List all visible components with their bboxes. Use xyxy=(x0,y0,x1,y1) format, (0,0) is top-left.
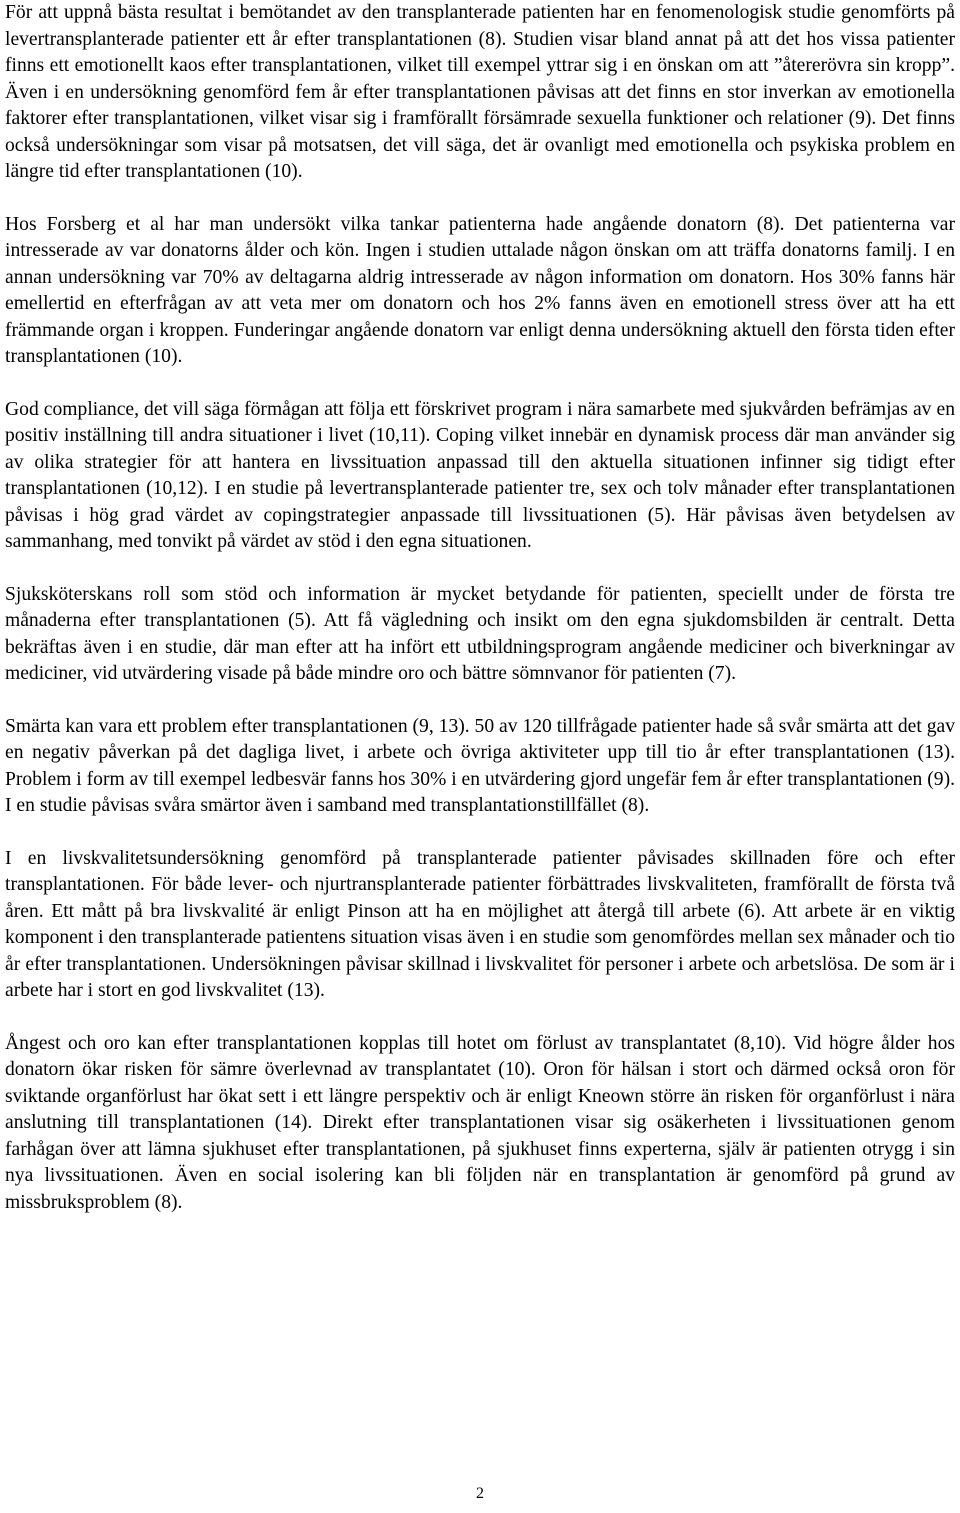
paragraph-nurse-role: Sjuksköterskans roll som stöd och information är mycket betydande för patienten, speciellt under de första tre månaderna efter transplantationen (5). Att få vägledning och insikt om den egna sjukdomsbilden är centralt. Detta bekräftas även i en studie, där man efter att ha infört ett utbildningsprogram angående mediciner och biverkningar av mediciner, vid utvärdering visade på både mindre oro och bättre sömnvanor för patienten (7). xyxy=(5,583,955,684)
paragraph-pain: Smärta kan vara ett problem efter transplantationen (9, 13). 50 av 120 tillfrågade patienter hade så svår smärta att det gav en negativ påverkan på det dagliga livet, i arbete och övriga aktiviteter upp till tio år efter transplantationen (13). Problem i form av till exempel ledbesvär fanns hos 30% i en utvärdering gjord ungefär fem år efter transplantationen (9). I en studie påvisas svåra smärtor även i samband med transplantationstillfället (8). xyxy=(5,715,955,816)
paragraph-donor-thoughts: Hos Forsberg et al har man undersökt vilka tankar patienterna hade angående donatorn (8). Det patienterna var intresserade av var donatorns ålder och kön. Ingen i studien uttalade någon önskan om att träffa donatorns familj. I en annan undersökning var 70% av deltagarna aldrig intresserade av någon information om donatorn. Hos 30% fanns här emellertid en efterfrågan av att veta mer om donatorn och hos 2% fanns även en emotionell stress över att ha ett främmande organ i kroppen. Funderingar angående donatorn var enligt denna undersökning aktuell den första tiden efter transplantationen (10). xyxy=(5,213,955,367)
paragraph-compliance-coping: God compliance, det vill säga förmågan att följa ett förskrivet program i nära samarbete med sjukvården befrämjas av en positiv inställning till andra situationer i livet (10,11). Coping vilket innebär en dynamisk process där man använder sig av olika strategier för att hantera en livssituation anpassad till den aktuella situationen infinner sig tidigt efter transplantationen (10,12). I en studie på levertransplanterade patienter tre, sex och tolv månader efter transplantationen påvisas i hög grad värdet av copingstrategier anpassade till livssituationen (5). Här påvisas även betydelsen av sammanhang, med tonvikt på värdet av stöd i den egna situationen. xyxy=(5,398,955,552)
paragraph-anxiety: Ångest och oro kan efter transplantationen kopplas till hotet om förlust av transplantatet (8,10). Vid högre ålder hos donatorn ökar risken för sämre överlevnad av transplantatet (10). Oron för hälsan i stort och därmed också oron för sviktande organförlust har ökat sett i ett längre perspektiv och är enligt Kneown större än risken för organförlust i nära anslutning till transplantationen (14). Direkt efter transplantationen visar sig osäkerheten i livssituationen genom farhågan över att lämna sjukhuset efter transplantationen, på sjukhuset finns experterna, själv är patienten otrygg i sin nya livssituationen. Även en social isolering kan bli följden när en transplantation är genomförd på grund av missbruksproblem (8). xyxy=(5,1032,955,1213)
paragraph-emotional-chaos: För att uppnå bästa resultat i bemötandet av den transplanterade patienten har en fenomenologisk studie genomförts på levertransplanterade patienter ett år efter transplantationen (8). Studien visar bland annat på att det hos vissa patienter finns ett emotionellt kaos efter transplantationen, vilket till exempel yttrar sig i en önskan om att ”återerövra sin kropp”. Även i en undersökning genomförd fem år efter transplantationen påvisas att det finns en stor inverkan av emotionella faktorer efter transplantationen, vilket visar sig i framförallt försämrade sexuella funktioner och relationer (9). Det finns också undersökningar som visar på motsatsen, det vill säga, det är ovanligt med emotionella och psykiska problem en längre tid efter transplantationen (10). xyxy=(5,2,955,182)
document-page xyxy=(5,0,955,1216)
paragraph-quality-of-life: I en livskvalitetsundersökning genomförd på transplanterade patienter påvisades skillnaden före och efter transplantationen. För både lever- och njurtransplanterade patienter förbättrades livskvaliteten, framförallt de första två åren. Ett mått på bra livskvalité är enligt Pinson att ha en möjlighet att återgå till arbete (6). Att arbete är en viktig komponent i den transplanterade patientens situation visas även i en studie som genomfördes mellan sex månader och tio år efter transplantationen. Undersökningen påvisar skillnad i livskvalitet för personer i arbete och arbetslösa. De som är i arbete har i stort en god livskvalitet (13). xyxy=(5,847,955,1001)
page-number: 2 xyxy=(476,1485,484,1502)
